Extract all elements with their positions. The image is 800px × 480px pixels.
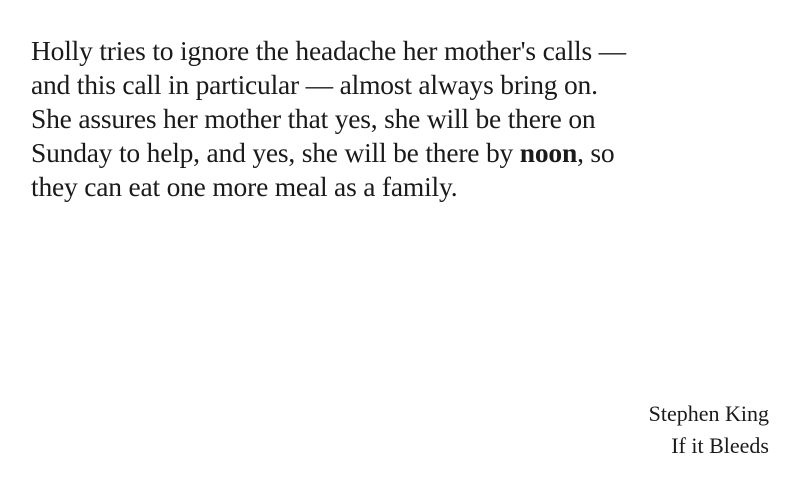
quote-text bbox=[31, 34, 771, 204]
emphasized-word: noon bbox=[519, 137, 578, 168]
quote-line: Holly tries to ignore the headache her mother's calls — bbox=[31, 35, 626, 66]
attribution bbox=[649, 398, 769, 462]
quote-line: and this call in particular — almost always bring on. bbox=[31, 69, 598, 100]
quote-line-segment: Sunday to help, and yes, she will be there by bbox=[31, 137, 520, 168]
quote-line-segment: , so bbox=[577, 137, 615, 168]
quote-line: they can eat one more meal as a family. bbox=[31, 171, 458, 202]
quote-line: She assures her mother that yes, she will be there on bbox=[31, 103, 596, 134]
quote-line bbox=[31, 136, 771, 170]
author-name: Stephen King bbox=[648, 401, 769, 426]
book-title: If it Bleeds bbox=[671, 433, 769, 458]
